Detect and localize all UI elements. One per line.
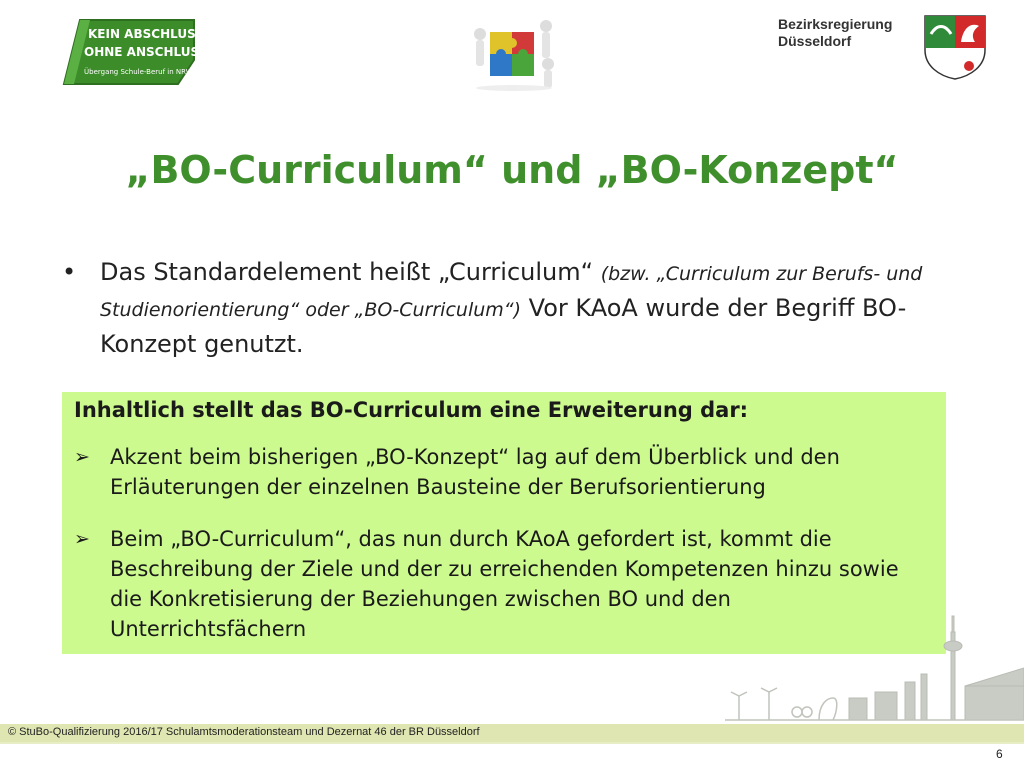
logo-line1: KEIN ABSCHLUSS [88, 27, 198, 41]
bullet-text [100, 255, 950, 361]
city-skyline-illustration [725, 612, 1024, 722]
footer-copyright: © StuBo-Qualifizierung 2016/17 Schulamtsmoderationsteam und Dezernat 46 der BR Düsseldorf [8, 726, 480, 738]
arrow-bullet-icon: ➢ [74, 528, 90, 550]
authority-name [778, 16, 892, 50]
page-number: 6 [996, 747, 1003, 761]
puzzle-figures-illustration [466, 12, 562, 92]
arrow-bullet-icon: ➢ [74, 446, 90, 468]
nrw-coat-of-arms-icon [923, 14, 987, 80]
bullet-text-italic: (bzw. „Curriculum zur Berufs- und Studienorientierung“ oder „BO-Curriculum“) [100, 263, 923, 321]
bullet-text-part1: Das Standardelement heißt „Curriculum“ [100, 258, 601, 286]
authority-line1: Bezirksregierung [778, 16, 893, 32]
box-heading: Inhaltlich stellt das BO-Curriculum eine Erweiterung dar: [74, 398, 749, 422]
footer-divider [0, 742, 1024, 744]
authority-line2: Düsseldorf [778, 33, 852, 49]
kein-abschluss-logo [60, 14, 198, 86]
slide-title: „BO-Curriculum“ und „BO-Konzept“ [125, 148, 899, 192]
bullet-marker: • [62, 258, 77, 286]
logo-line2: OHNE ANSCHLUSS [84, 45, 198, 59]
box-list-item-text: Beim „BO-Curriculum“, das nun durch KAoA gefordert ist, kommt die Beschreibung der Ziele und der zu erreichenden Kompetenzen hinzu sowie die Konkretisierung der Beziehungen zwischen BO und den Unterrichtsfächern [110, 527, 899, 641]
bullet-text-part2: Vor KAoA wurde der Begriff BO-Konzept genutzt. [100, 294, 907, 358]
box-list-item-text: Akzent beim bisherigen „BO-Konzept“ lag auf dem Überblick und den Erläuterungen der einzelnen Bausteine der Berufsorientierung [110, 445, 840, 499]
logo-subline: Übergang Schule-Beruf in NRW. [84, 68, 195, 76]
box-list-item [74, 442, 934, 504]
